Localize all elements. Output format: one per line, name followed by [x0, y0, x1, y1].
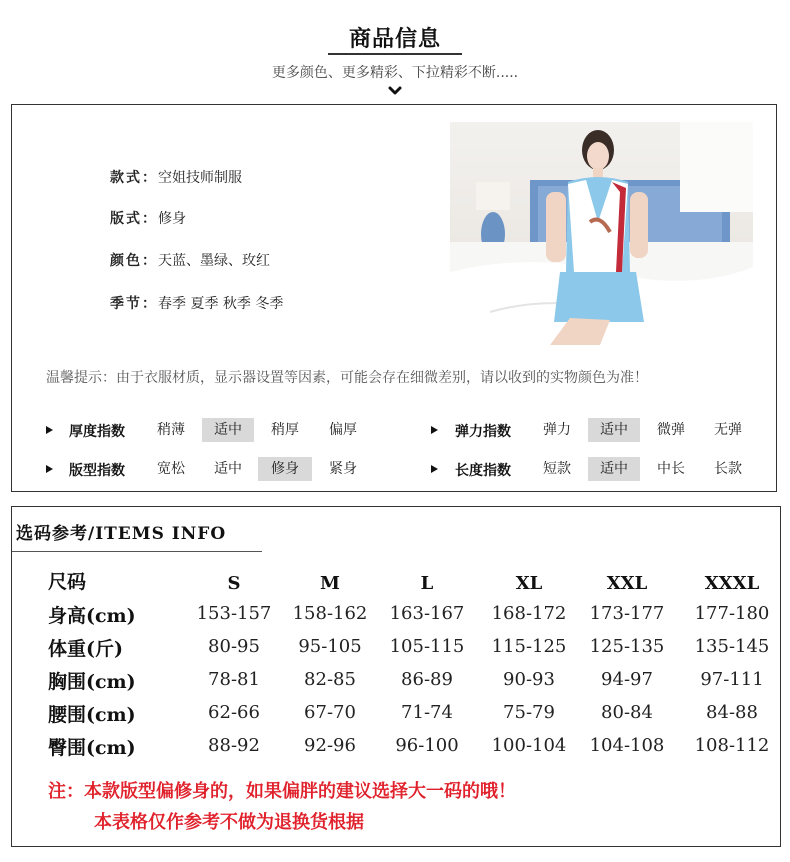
- attr-style-value: 空姐技师制服: [158, 170, 242, 186]
- reference-disclaimer-note: 本表格仅作参考不做为退换货根据: [94, 812, 364, 833]
- table-cell-height: 153-157: [196, 603, 272, 624]
- size-table-heading: 选码参考/ITEMS INFO: [16, 524, 227, 544]
- notice-text: 温馨提示：由于衣服材质，显示器设置等因素，可能会存在细微差别，请以收到的实物颜色为准！: [46, 370, 648, 386]
- size-col-xxxl: XXXL: [704, 573, 760, 594]
- size-col-m: M: [320, 573, 340, 594]
- fit-option-tight: 紧身: [329, 461, 357, 477]
- table-cell-hip: 108-112: [694, 735, 770, 756]
- product-photo: [450, 122, 753, 345]
- length-option-mid-long: 中长: [657, 461, 685, 477]
- table-cell-hip: 88-92: [208, 735, 260, 756]
- fit-option-medium: 适中: [214, 461, 242, 477]
- table-cell-weight: 80-95: [208, 636, 260, 657]
- table-cell-bust: 97-111: [700, 669, 764, 690]
- table-cell-height: 173-177: [589, 603, 665, 624]
- row-label-hip: 臀围(cm): [48, 737, 136, 759]
- table-cell-bust: 90-93: [503, 669, 555, 690]
- product-info-panel: [11, 104, 777, 492]
- elasticity-index-row: [395, 418, 778, 442]
- fit-option-loose: 宽松: [157, 461, 185, 477]
- fit-index-label: 版型指数: [69, 463, 125, 479]
- fit-option-slim: 修身: [258, 457, 312, 481]
- fit-index-row: [12, 457, 395, 481]
- attr-season-key: 季节：: [110, 296, 158, 312]
- table-cell-waist: 62-66: [208, 702, 260, 723]
- attr-season-value: 春季 夏季 秋季 冬季: [158, 296, 284, 312]
- table-cell-bust: 78-81: [208, 669, 260, 690]
- attr-fit: [110, 208, 186, 228]
- size-header-label: 尺码: [48, 571, 87, 593]
- table-cell-height: 163-167: [389, 603, 465, 624]
- page-title: 商品信息: [348, 27, 441, 52]
- table-cell-bust: 86-89: [401, 669, 453, 690]
- title-underline: [328, 53, 462, 55]
- thickness-option-thick: 稍厚: [271, 422, 299, 438]
- length-option-long: 长款: [714, 461, 742, 477]
- table-cell-hip: 92-96: [304, 735, 356, 756]
- triangle-bullet-icon: [46, 426, 53, 434]
- attr-fit-key: 版式：: [110, 211, 158, 227]
- size-col-l: L: [420, 573, 434, 594]
- elasticity-option-medium: 适中: [588, 418, 640, 442]
- table-cell-hip: 96-100: [395, 735, 459, 756]
- row-label-bust: 胸围(cm): [48, 671, 136, 693]
- length-option-medium: 适中: [588, 457, 640, 481]
- attr-style: [110, 167, 242, 187]
- size-col-s: S: [227, 573, 241, 594]
- page-subtitle: 更多颜色、更多精彩、下拉精彩不断.....: [271, 65, 519, 81]
- row-label-height: 身高(cm): [48, 605, 136, 627]
- table-cell-weight: 95-105: [298, 636, 362, 657]
- thickness-option-medium: 适中: [202, 418, 254, 442]
- attr-color: [110, 250, 270, 270]
- elasticity-option-none: 无弹: [714, 422, 742, 438]
- heading-underline: [12, 551, 262, 552]
- table-cell-hip: 104-108: [589, 735, 665, 756]
- thickness-index-label: 厚度指数: [69, 424, 125, 440]
- attr-color-key: 颜色：: [110, 253, 158, 269]
- table-cell-height: 177-180: [694, 603, 770, 624]
- table-cell-height: 158-162: [292, 603, 368, 624]
- table-cell-waist: 67-70: [304, 702, 356, 723]
- attr-color-value: 天蓝、墨绿、玫红: [158, 253, 270, 269]
- thickness-index-row: [12, 418, 395, 442]
- table-cell-waist: 71-74: [401, 702, 453, 723]
- table-cell-height: 168-172: [491, 603, 567, 624]
- elasticity-index-label: 弹力指数: [455, 424, 511, 440]
- length-option-short: 短款: [543, 461, 571, 477]
- length-index-label: 长度指数: [455, 463, 511, 479]
- table-cell-waist: 80-84: [601, 702, 653, 723]
- table-cell-weight: 125-135: [589, 636, 665, 657]
- triangle-bullet-icon: [431, 465, 438, 473]
- table-cell-waist: 75-79: [503, 702, 555, 723]
- table-cell-weight: 135-145: [694, 636, 770, 657]
- triangle-bullet-icon: [431, 426, 438, 434]
- length-index-row: [395, 457, 778, 481]
- table-cell-bust: 94-97: [601, 669, 653, 690]
- table-cell-weight: 105-115: [389, 636, 465, 657]
- table-cell-weight: 115-125: [491, 636, 567, 657]
- attr-season: [110, 293, 283, 313]
- elasticity-option-stretch: 弹力: [543, 422, 571, 438]
- thickness-option-very-thick: 偏厚: [329, 422, 357, 438]
- triangle-bullet-icon: [46, 465, 53, 473]
- attr-style-key: 款式：: [110, 170, 158, 186]
- attr-fit-value: 修身: [158, 211, 186, 227]
- row-label-weight: 体重(斤): [48, 638, 123, 660]
- table-cell-hip: 100-104: [491, 735, 567, 756]
- table-cell-waist: 84-88: [706, 702, 758, 723]
- chevron-down-icon[interactable]: [387, 84, 403, 98]
- table-cell-bust: 82-85: [304, 669, 356, 690]
- size-col-xl: XL: [515, 573, 543, 594]
- elasticity-option-slight: 微弹: [657, 422, 685, 438]
- size-table-panel: [11, 506, 781, 847]
- fit-advice-note: 注：本款版型偏修身的，如果偏胖的建议选择大一码的哦！: [48, 781, 516, 802]
- thickness-option-thin: 稍薄: [157, 422, 185, 438]
- row-label-waist: 腰围(cm): [48, 704, 136, 726]
- size-col-xxl: XXL: [606, 573, 648, 594]
